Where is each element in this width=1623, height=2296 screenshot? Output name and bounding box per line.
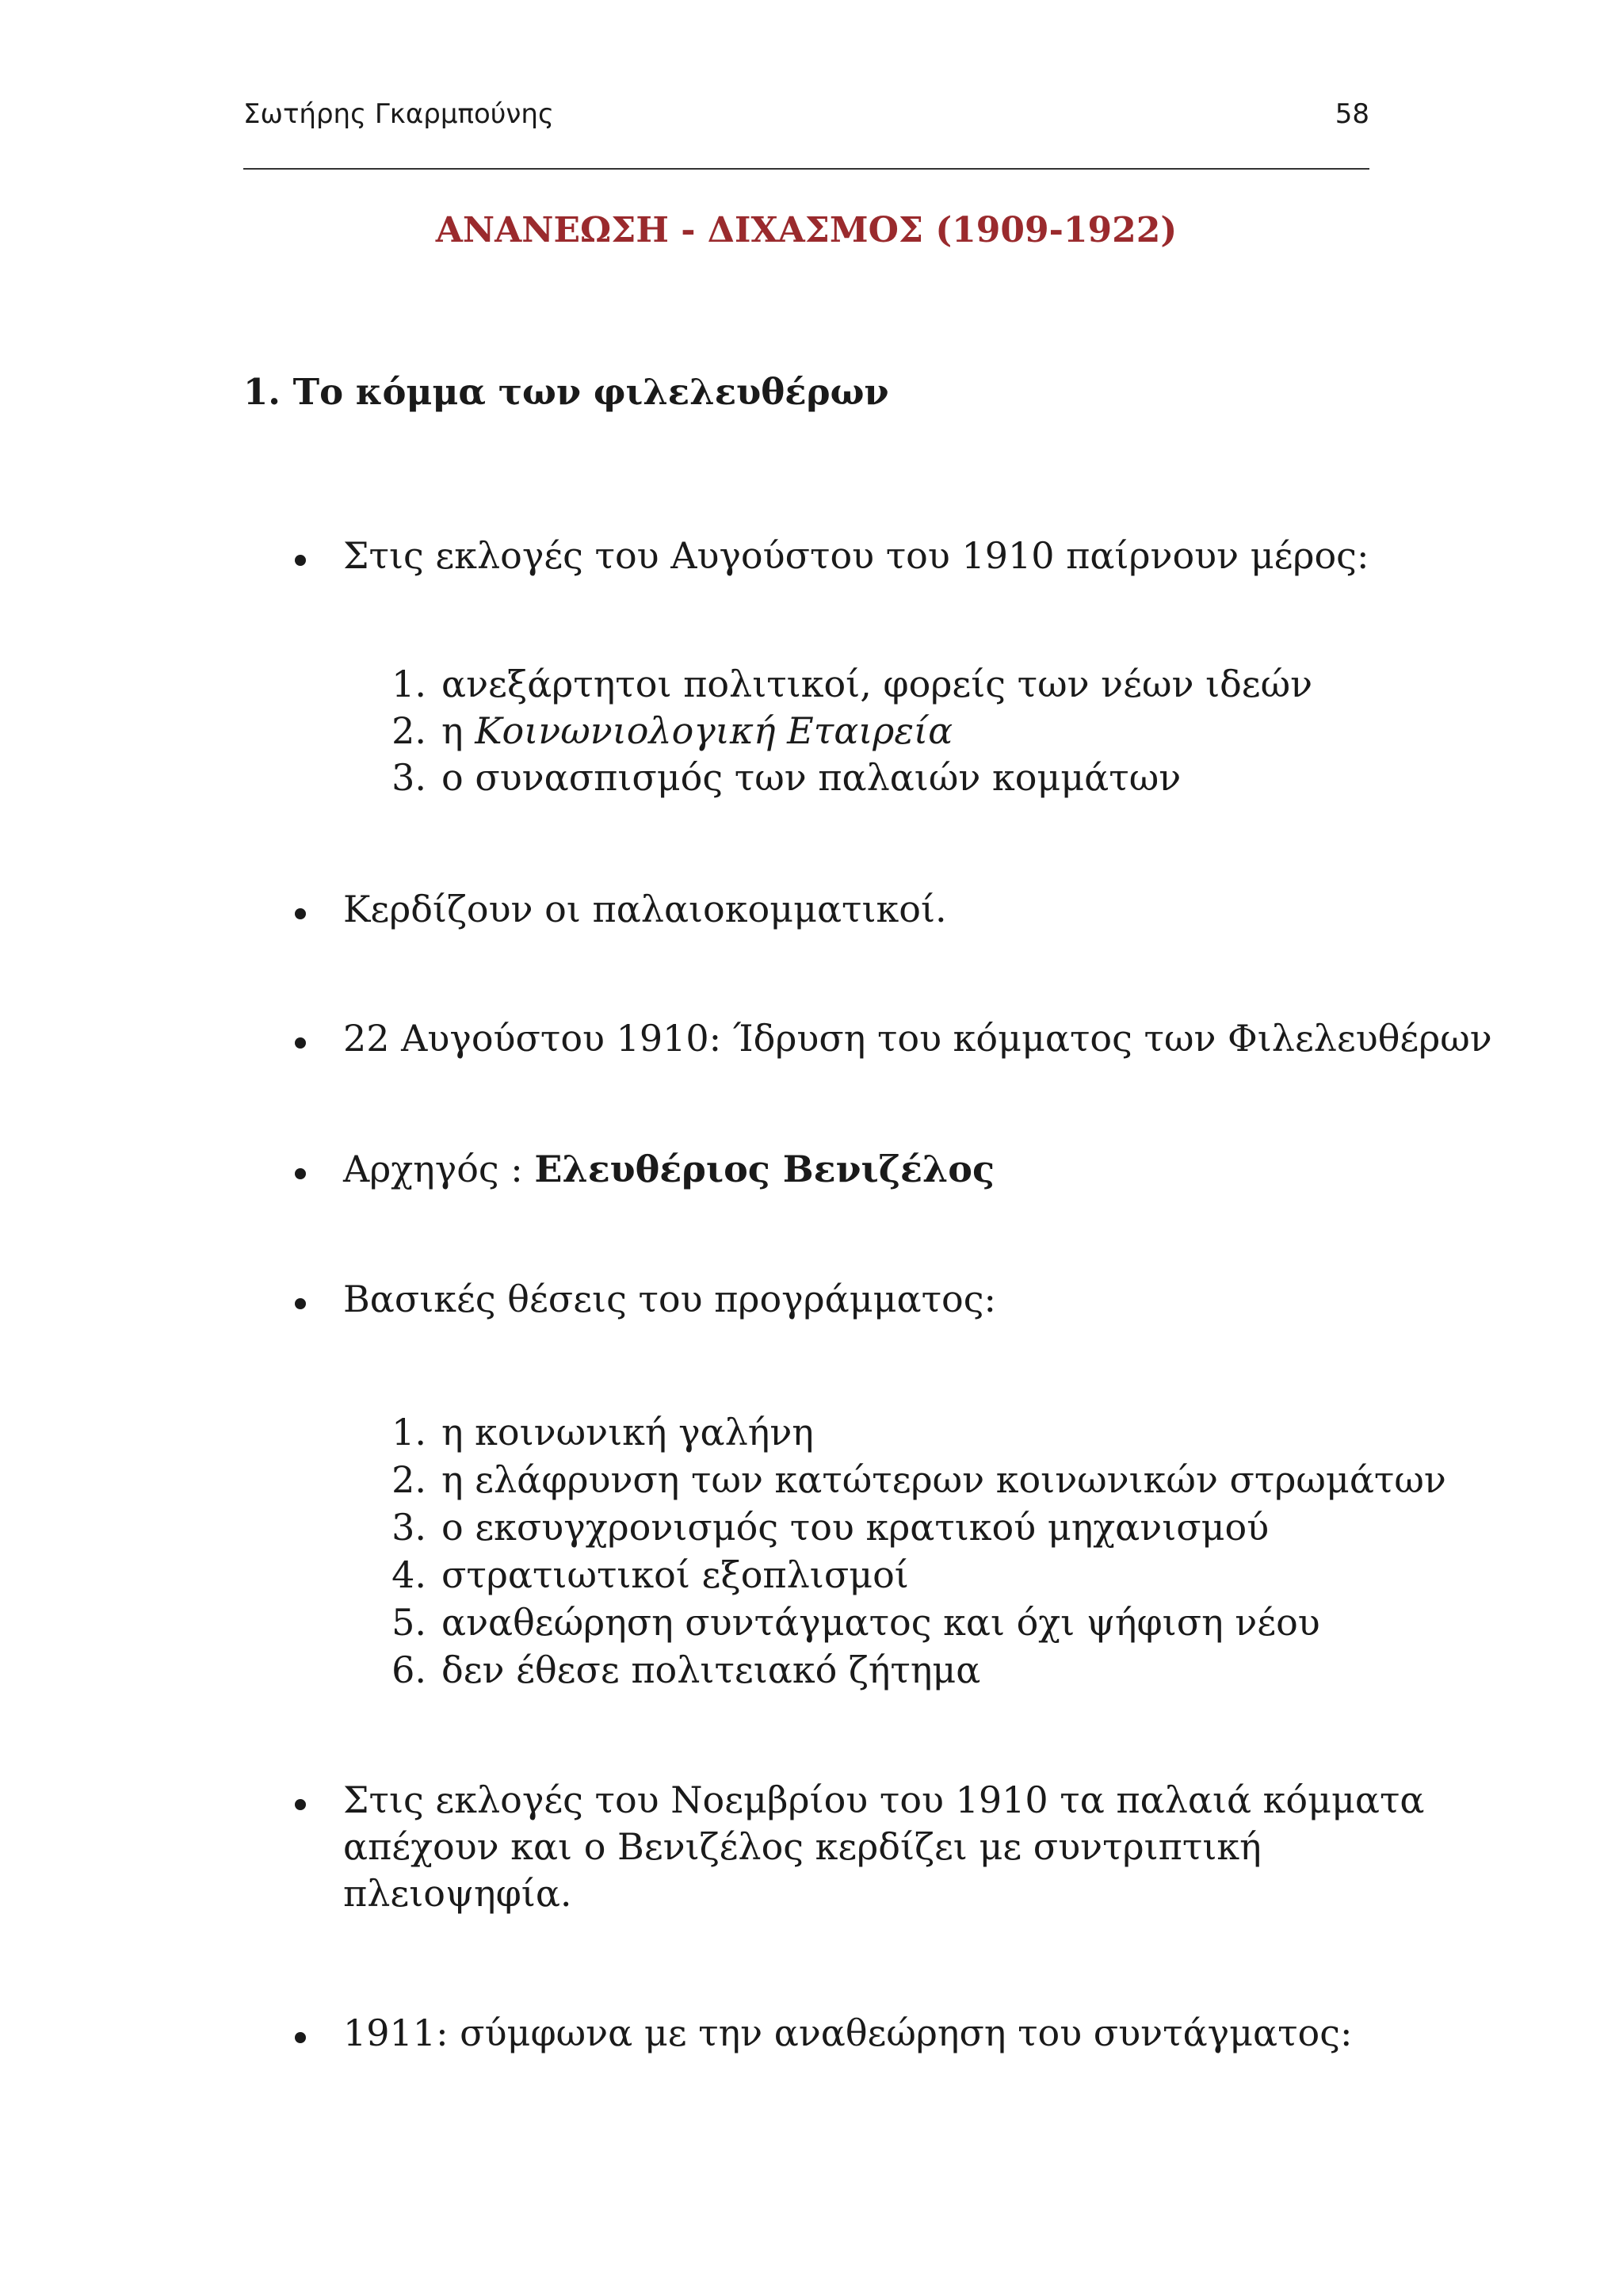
list-number: 2. (391, 709, 426, 752)
bullet-text: 22 Αυγούστου 1910: Ίδρυση του κόμματος των Φιλελευθέρων (343, 1017, 1492, 1060)
bullet-text: Στις εκλογές του Αυγούστου του 1910 παίρνουν μέρος: (343, 534, 1369, 577)
list-number: 4. (391, 1553, 426, 1596)
bullet-text: Κερδίζουν οι παλαιοκομματικοί. (343, 888, 947, 930)
bullet-icon (295, 1168, 306, 1179)
list-item: η ελάφρυνση των κατώτερων κοινωνικών στρωμάτων (441, 1458, 1446, 1501)
list-number: 5. (391, 1601, 426, 1644)
bullet-icon (295, 2032, 306, 2043)
bullet-icon (295, 555, 306, 566)
list-item-italic: Κοινωνιολογική Εταιρεία (475, 709, 953, 752)
bullet-icon (295, 1799, 306, 1810)
bullet-bold-name: Ελευθέριος Βενιζέλος (534, 1148, 995, 1190)
list-item: ανεξάρτητοι πολιτικοί, φορείς των νέων ιδεών (441, 663, 1313, 705)
bullet-text (343, 1148, 995, 1190)
bullet-icon (295, 1037, 306, 1049)
bullet-text-line: Στις εκλογές του Νοεμβρίου του 1910 τα παλαιά κόμματα (343, 1778, 1425, 1821)
bullet-text: 1911: σύμφωνα με την αναθεώρηση του συντάγματος: (343, 2011, 1353, 2054)
list-number: 1. (391, 1411, 426, 1454)
list-number: 6. (391, 1648, 426, 1691)
list-item: ο συνασπισμός των παλαιών κομμάτων (441, 756, 1182, 799)
header-rule (243, 168, 1369, 170)
bullet-icon (295, 1298, 306, 1309)
list-item (441, 709, 953, 752)
bullet-text-line: πλειοψηφία. (343, 1872, 572, 1915)
list-item: δεν έθεσε πολιτειακό ζήτημα (441, 1648, 981, 1691)
list-number: 3. (391, 756, 426, 799)
bullet-icon (295, 908, 306, 919)
list-item: ο εκσυγχρονισμός του κρατικού μηχανισμού (441, 1506, 1270, 1549)
list-number: 2. (391, 1458, 426, 1501)
list-item: αναθεώρηση συντάγματος και όχι ψήφιση νέου (441, 1601, 1320, 1644)
bullet-text: Βασικές θέσεις του προγράμματος: (343, 1278, 997, 1320)
header-page-number: 58 (1335, 98, 1369, 130)
chapter-title: ΑΝΑΝΕΩΣΗ - ΔΙΧΑΣΜΟΣ (1909-1922) (435, 210, 1178, 250)
list-item: η κοινωνική γαλήνη (441, 1411, 814, 1454)
list-number: 3. (391, 1506, 426, 1549)
bullet-prefix: Αρχηγός : (343, 1148, 535, 1190)
list-item-prefix: η (441, 709, 475, 752)
section-title: 1. Το κόμμα των φιλελευθέρων (243, 371, 889, 413)
list-item: στρατιωτικοί εξοπλισμοί (441, 1553, 909, 1596)
header-author: Σωτήρης Γκαρμπούνης (243, 98, 554, 130)
list-number: 1. (391, 663, 426, 705)
bullet-text-line: απέχουν και ο Βενιζέλος κερδίζει με συντριπτική (343, 1825, 1262, 1868)
